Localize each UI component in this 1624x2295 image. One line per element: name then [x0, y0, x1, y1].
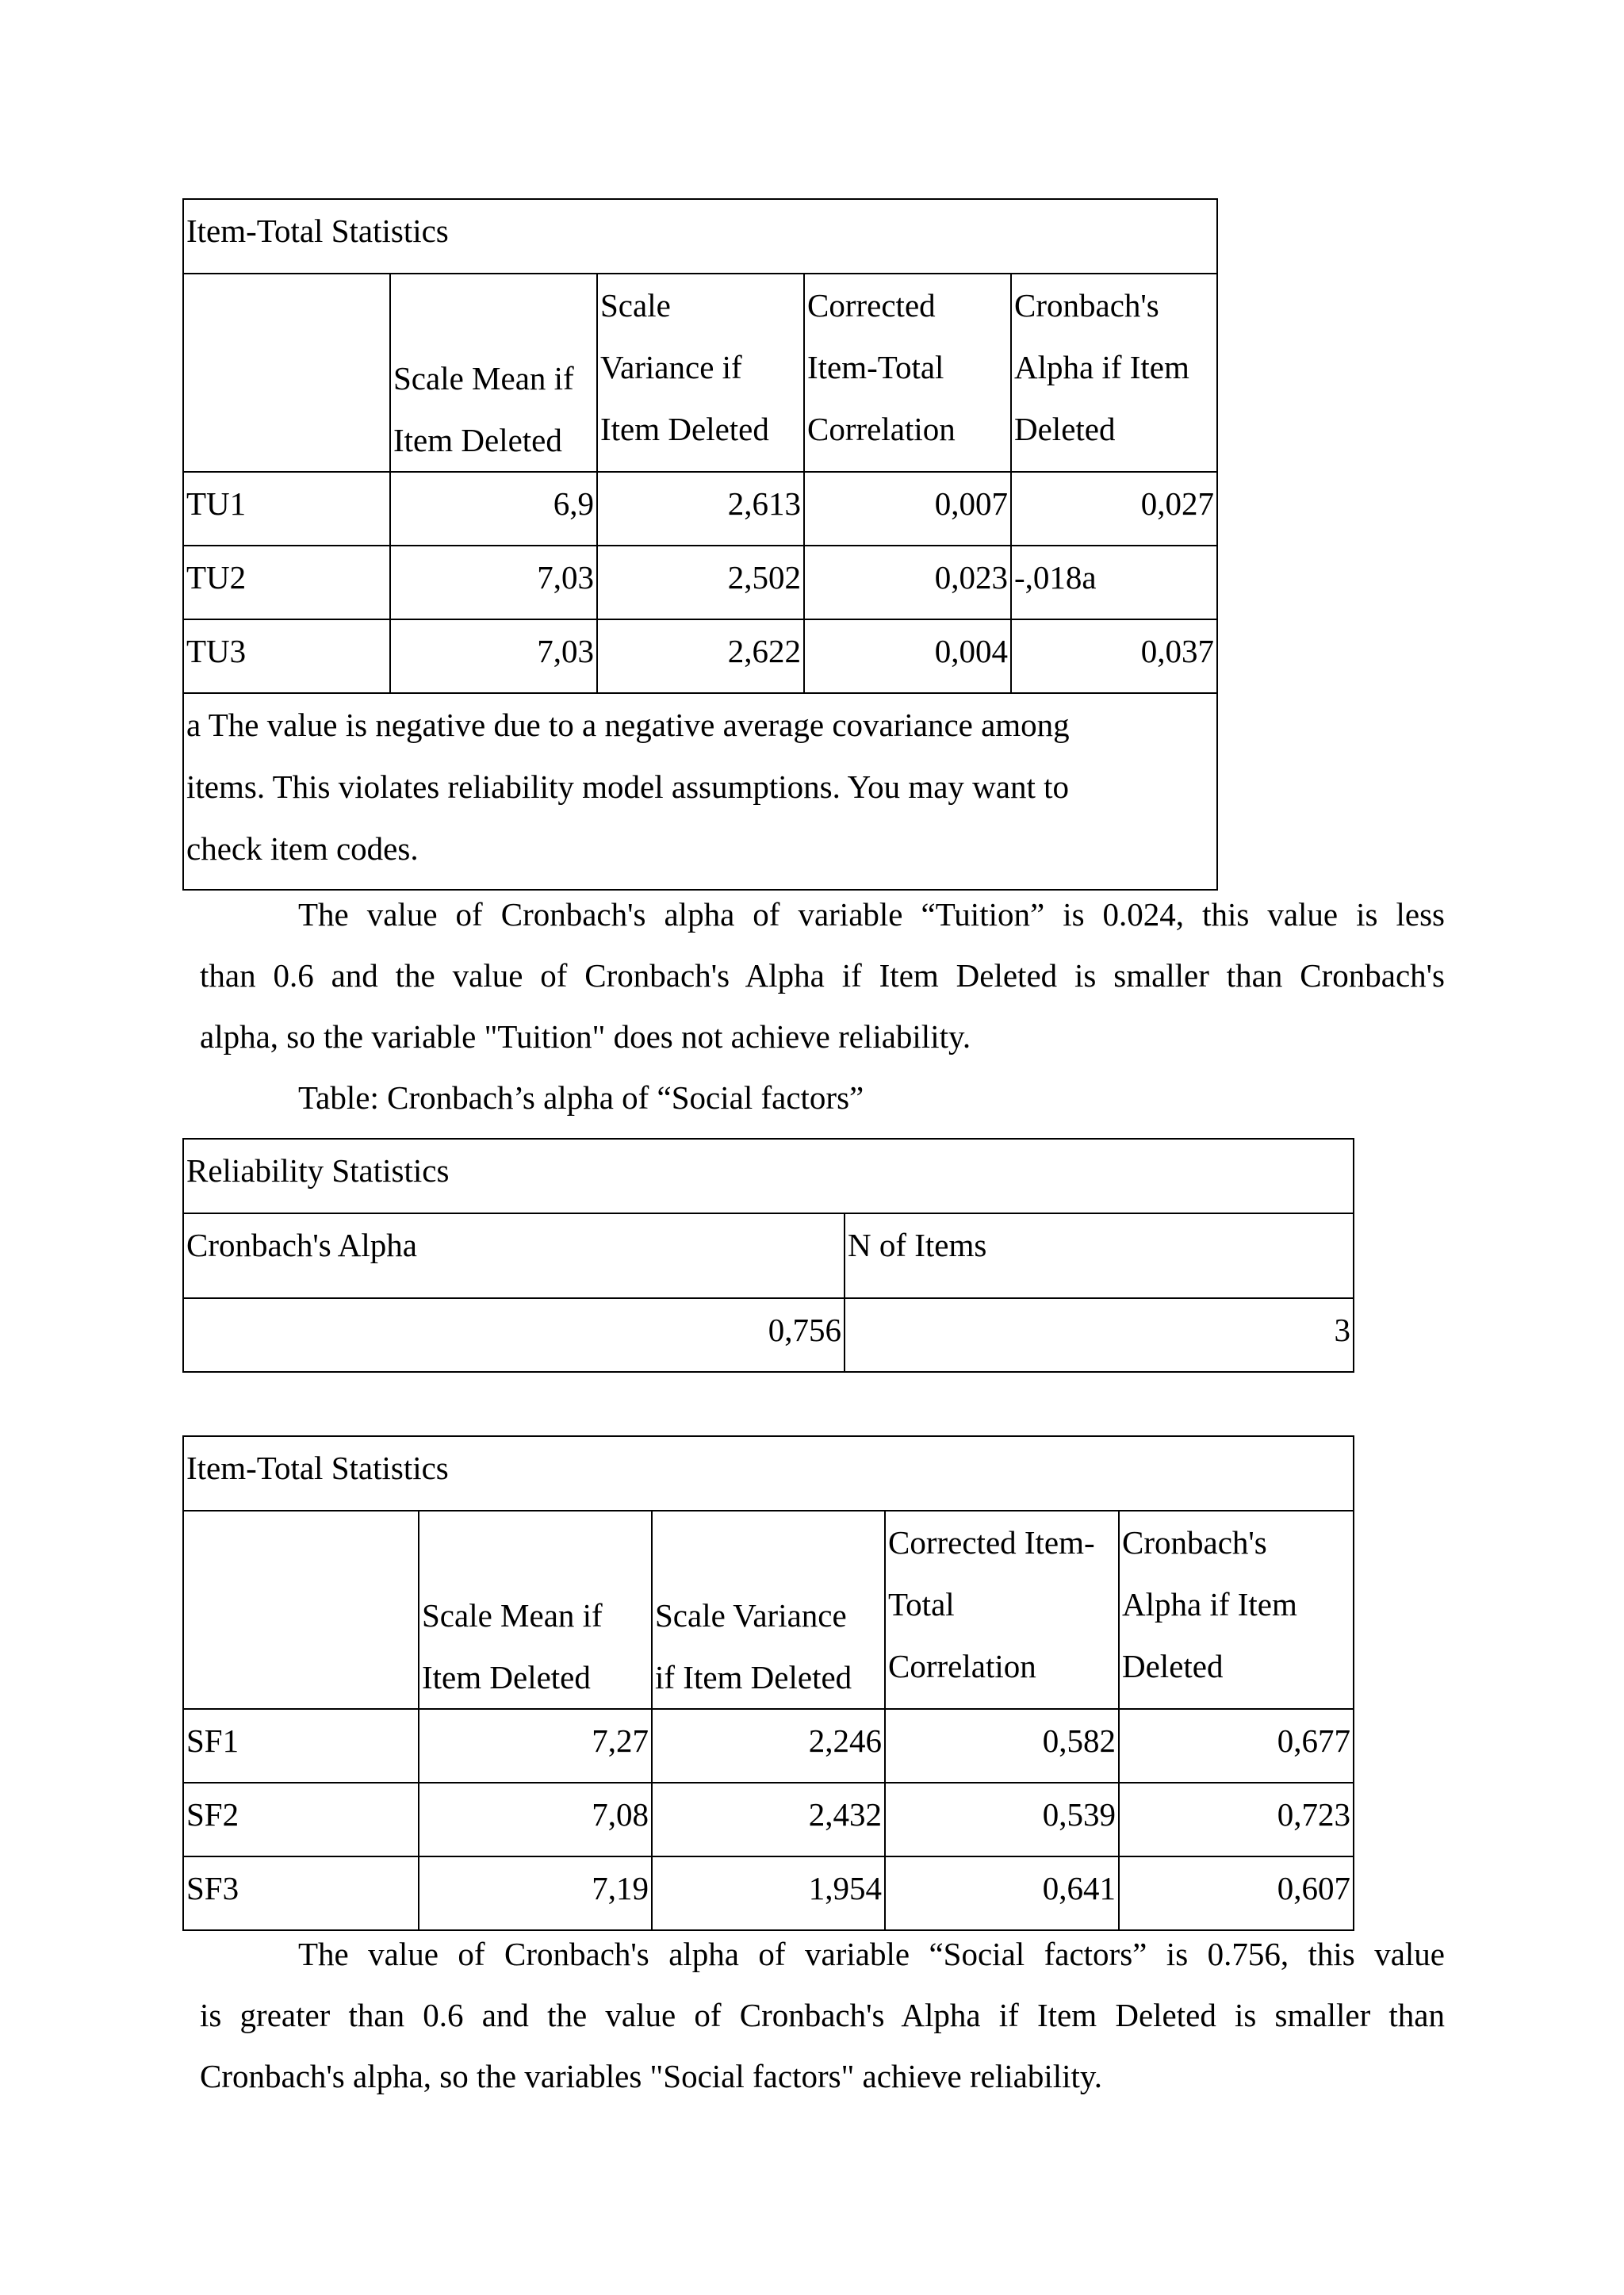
- paragraph-line: The value of Cronbach's alpha of variable “Social factors” is 0.756, this value: [298, 1936, 1445, 1972]
- cell-value: 0,037: [1011, 619, 1217, 693]
- header-line: Variance if: [600, 349, 742, 385]
- table-row: [183, 619, 1217, 693]
- row-label: SF3: [183, 1856, 419, 1930]
- header-line: Item Deleted: [600, 411, 769, 447]
- column-header-cronbach-alpha: Cronbach's Alpha: [183, 1213, 845, 1298]
- cell-value: 2,246: [652, 1709, 885, 1783]
- header-line: Item Deleted: [422, 1659, 591, 1695]
- column-header-corrected-correlation: [804, 274, 1011, 472]
- cell-value: 2,502: [597, 546, 804, 619]
- cell-value: 7,03: [390, 546, 597, 619]
- cell-value: 0,582: [885, 1709, 1119, 1783]
- cell-value: 0,027: [1011, 472, 1217, 546]
- table-caption: Table: Cronbach’s alpha of “Social factors”: [298, 1079, 864, 1116]
- column-header-scale-variance: [597, 274, 804, 472]
- header-line: Corrected: [807, 287, 936, 324]
- column-header-scale-variance: [652, 1511, 885, 1709]
- paragraph-social-factors: [200, 1924, 1445, 2107]
- empty-header-cell: [183, 1511, 419, 1709]
- table-title: Item-Total Statistics: [183, 199, 1217, 274]
- header-line: Scale Variance: [655, 1597, 847, 1634]
- header-line: Cronbach's: [1014, 287, 1159, 324]
- cell-value: 2,432: [652, 1783, 885, 1856]
- cell-value: 3: [845, 1298, 1354, 1372]
- footnote-line: check item codes.: [186, 830, 419, 867]
- cell-value: 6,9: [390, 472, 597, 546]
- cell-value: 0,723: [1119, 1783, 1354, 1856]
- column-header-scale-mean: [419, 1511, 652, 1709]
- table-title: Reliability Statistics: [183, 1139, 1354, 1213]
- table-row: [183, 1298, 1354, 1372]
- header-line: Alpha if Item: [1122, 1586, 1297, 1623]
- header-line: Item-Total: [807, 349, 944, 385]
- cell-value: 0,607: [1119, 1856, 1354, 1930]
- cell-value: 2,622: [597, 619, 804, 693]
- row-label: SF2: [183, 1783, 419, 1856]
- header-line: Corrected Item-: [888, 1524, 1095, 1561]
- table-row: [183, 1783, 1354, 1856]
- footnote-line: items. This violates reliability model assumptions. You may want to: [186, 768, 1070, 805]
- header-line: Scale Mean if: [422, 1597, 603, 1634]
- cell-value: 7,19: [419, 1856, 652, 1930]
- cell-value: 0,023: [804, 546, 1011, 619]
- table-row: [183, 1709, 1354, 1783]
- paragraph-line: Cronbach's alpha, so the variables "Social factors" achieve reliability.: [200, 2058, 1102, 2094]
- header-line: Deleted: [1014, 411, 1116, 447]
- cell-value: 0,677: [1119, 1709, 1354, 1783]
- row-label: TU1: [183, 472, 390, 546]
- paragraph-tuition: [200, 884, 1445, 1067]
- cell-value: 1,954: [652, 1856, 885, 1930]
- paragraph-line: than 0.6 and the value of Cronbach's Alpha if Item Deleted is smaller than Cronbach's: [200, 957, 1445, 994]
- table-footnote: [183, 693, 1217, 890]
- header-line: if Item Deleted: [655, 1659, 852, 1695]
- paragraph-line: is greater than 0.6 and the value of Cronbach's Alpha if Item Deleted is smaller than: [200, 1997, 1445, 2033]
- row-label: TU3: [183, 619, 390, 693]
- column-header-alpha-if-deleted: [1119, 1511, 1354, 1709]
- paragraph-line: The value of Cronbach's alpha of variable “Tuition” is 0.024, this value is less: [298, 896, 1445, 933]
- row-label: TU2: [183, 546, 390, 619]
- header-line: Cronbach's: [1122, 1524, 1267, 1561]
- column-header-n-of-items: N of Items: [845, 1213, 1354, 1298]
- header-line: Alpha if Item: [1014, 349, 1189, 385]
- cell-value: 0,539: [885, 1783, 1119, 1856]
- header-line: Scale: [600, 287, 671, 324]
- table-row: [183, 472, 1217, 546]
- header-line: Scale Mean if: [393, 360, 574, 397]
- cell-value: 2,613: [597, 472, 804, 546]
- table-title: Item-Total Statistics: [183, 1436, 1354, 1511]
- cell-value: 7,08: [419, 1783, 652, 1856]
- column-header-alpha-if-deleted: [1011, 274, 1217, 472]
- footnote-line: a The value is negative due to a negative average covariance among: [186, 707, 1070, 743]
- reliability-statistics-table: [182, 1138, 1354, 1373]
- cell-value: 0,641: [885, 1856, 1119, 1930]
- row-label: SF1: [183, 1709, 419, 1783]
- header-line: Correlation: [807, 411, 956, 447]
- item-total-statistics-table-social: [182, 1435, 1354, 1931]
- cell-value: 7,03: [390, 619, 597, 693]
- empty-header-cell: [183, 274, 390, 472]
- paragraph-line: alpha, so the variable "Tuition" does not achieve reliability.: [200, 1018, 971, 1055]
- cell-value: -,018a: [1011, 546, 1217, 619]
- item-total-statistics-table-tuition: [182, 198, 1218, 891]
- column-header-scale-mean: [390, 274, 597, 472]
- header-line: Total: [888, 1586, 955, 1623]
- table-row: [183, 1856, 1354, 1930]
- header-line: Item Deleted: [393, 422, 562, 458]
- cell-value: 7,27: [419, 1709, 652, 1783]
- column-header-corrected-correlation: [885, 1511, 1119, 1709]
- header-line: Deleted: [1122, 1648, 1224, 1684]
- table-row: [183, 546, 1217, 619]
- cell-value: 0,756: [183, 1298, 845, 1372]
- cell-value: 0,007: [804, 472, 1011, 546]
- cell-value: 0,004: [804, 619, 1011, 693]
- header-line: Correlation: [888, 1648, 1036, 1684]
